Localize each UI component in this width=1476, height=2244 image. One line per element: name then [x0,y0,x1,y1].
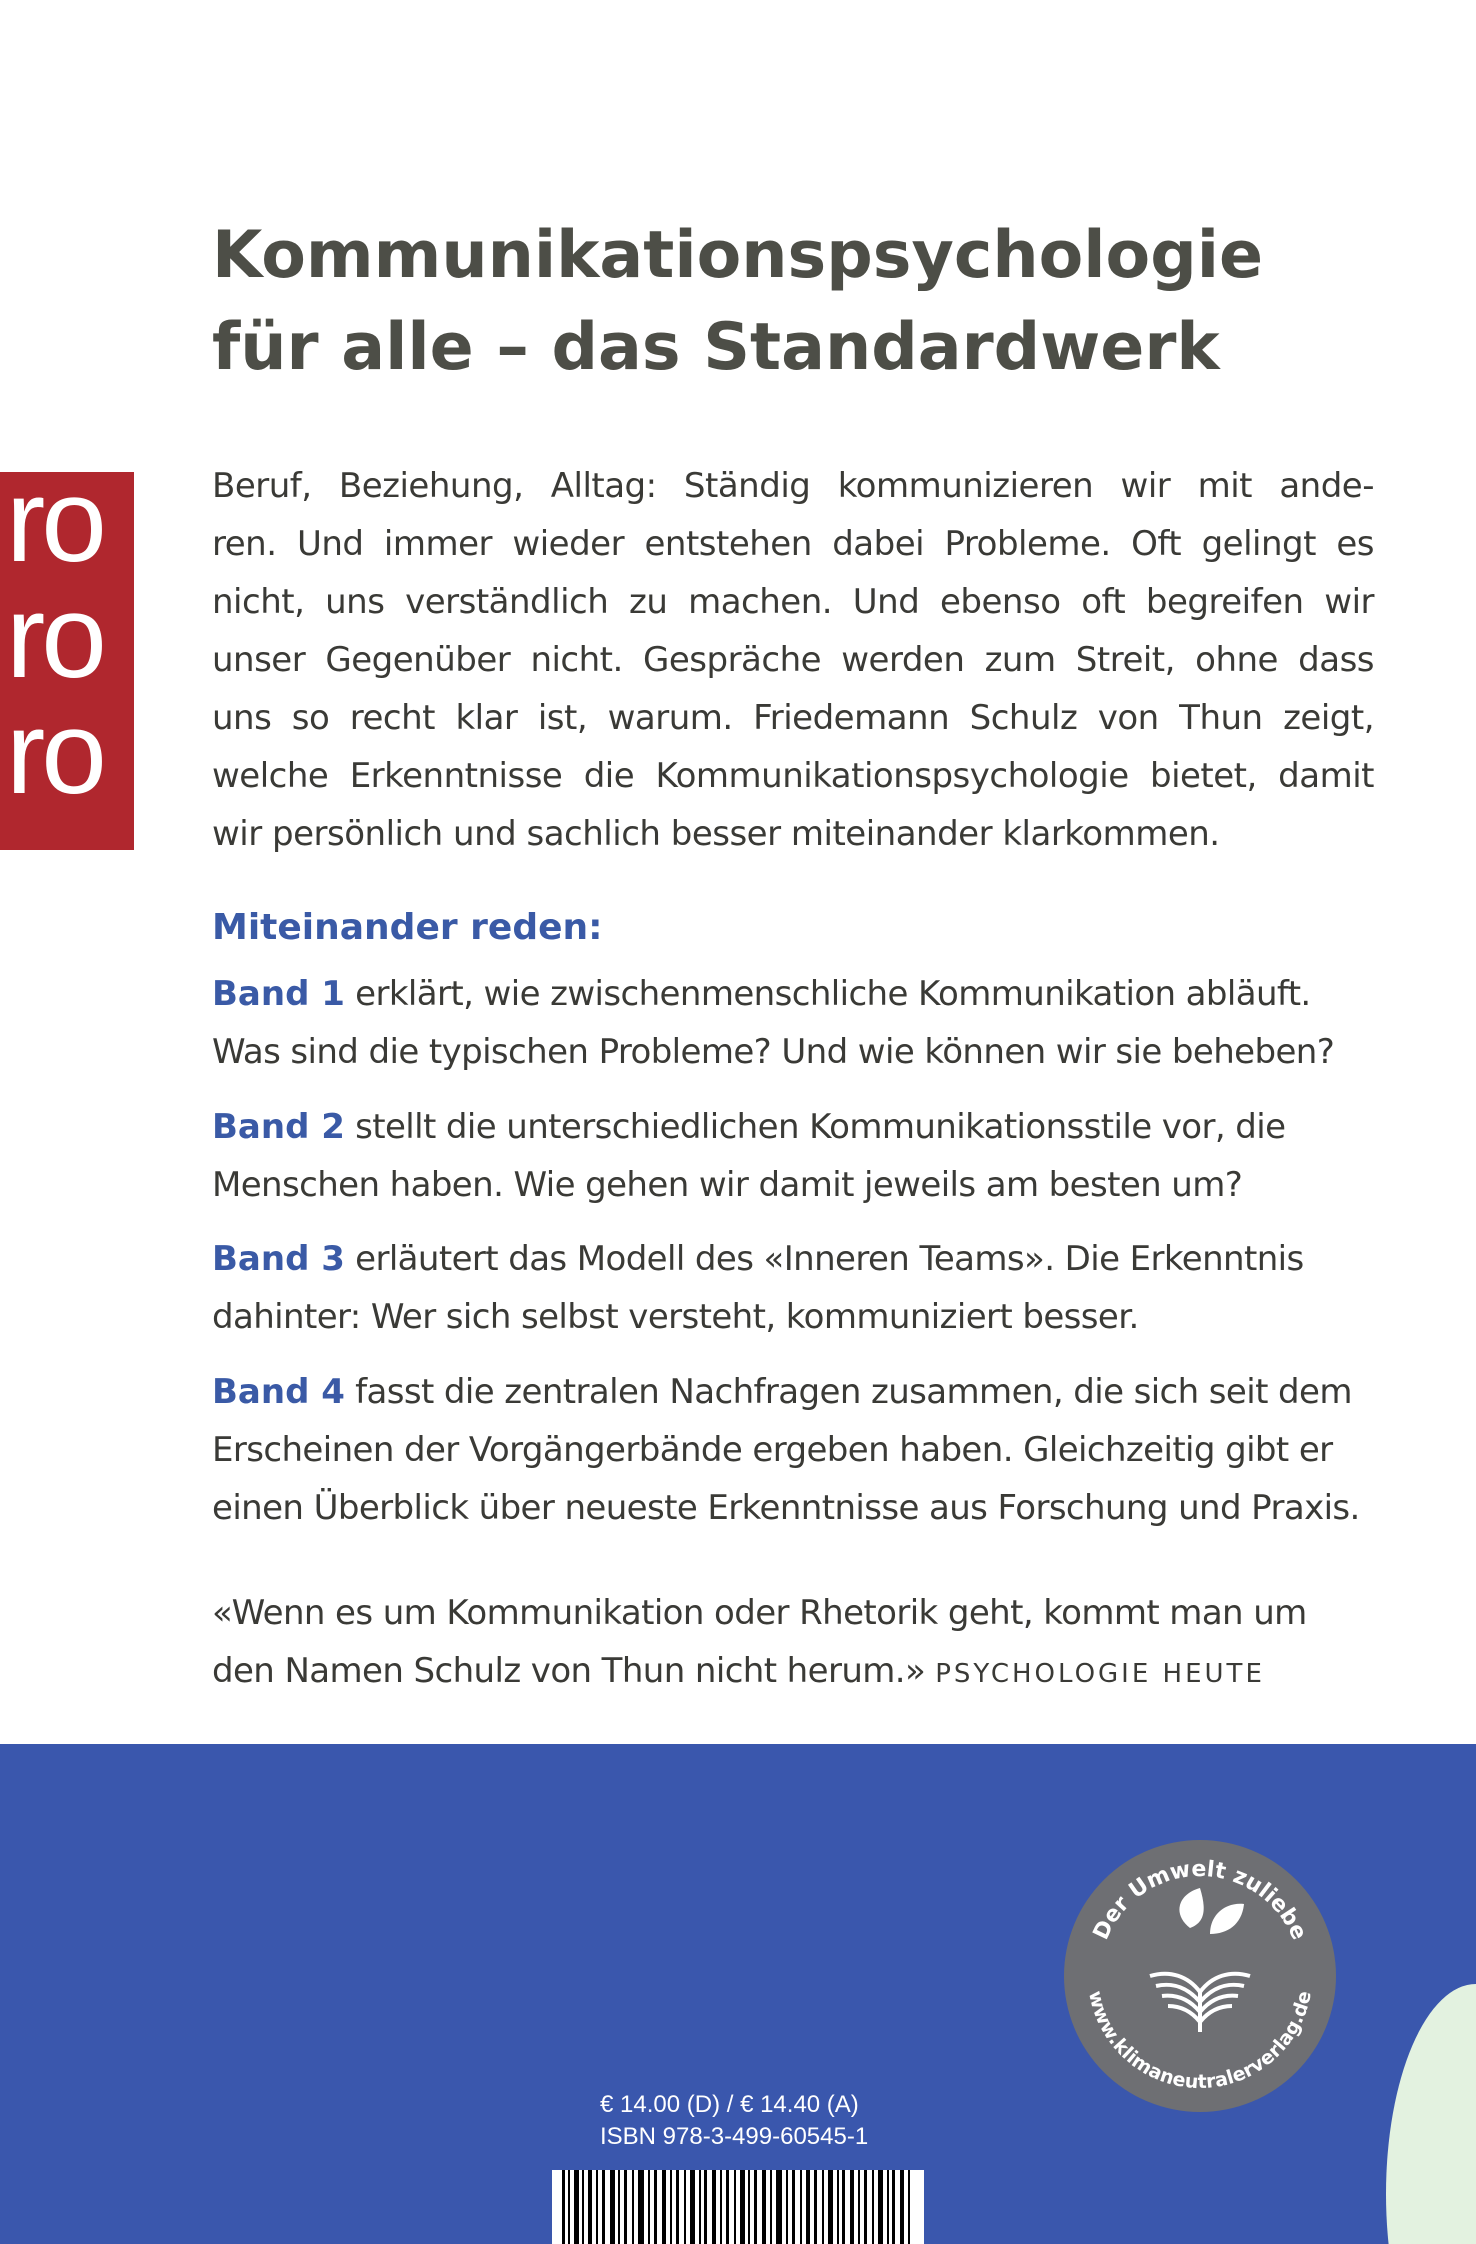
band-1-description [212,965,1392,1081]
band-4-description [212,1363,1392,1537]
section-title: Miteinander reden: [212,907,603,948]
seal-bottom-text: www.klimaneutralerverlag.de [1084,1988,1316,2094]
band-text: erklärt, wie zwischenmenschliche Kommunikation abläuft. [355,974,1311,1014]
barcode-bars [552,2170,924,2244]
headline [212,210,1362,394]
review-quote [212,1584,1412,1703]
climate-seal [1060,1836,1340,2116]
band-label: Band 2 [212,1107,345,1147]
isbn-label: ISBN 978-3-499-60545-1 [600,2123,869,2150]
band-label: Band 3 [212,1239,345,1279]
bottom-band [0,1744,1476,2244]
quote-source: PSYCHOLOGIE HEUTE [935,1659,1265,1689]
decorative-swoosh [1386,1984,1476,2244]
intro-line: unser Gegenüber nicht. Gespräche werden zum Streit, ohne dass [212,640,1374,680]
band-3-description [212,1230,1392,1346]
intro-line: nicht, uns verständlich zu machen. Und ebenso oft begreifen wir [212,582,1374,622]
band-text: erläutert das Modell des «Inneren Teams». Die Erkenntnis [355,1239,1304,1279]
band-text: dahinter: Wer sich selbst versteht, kommuniziert besser. [212,1297,1139,1337]
band-2-description [212,1098,1392,1214]
logo-line-2: ro [6,571,103,703]
intro-line: Beruf, Beziehung, Alltag: Ständig kommunizieren wir mit ande- [212,466,1374,506]
price-label: € 14.00 (D) / € 14.40 (A) [600,2091,859,2118]
intro-line: ren. Und immer wieder entstehen dabei Probleme. Oft gelingt es [212,524,1374,564]
intro-line: welche Erkenntnisse die Kommunikationspsychologie bietet, damit [212,756,1374,796]
logo-line-3: ro [6,687,103,819]
seal-graphic [1060,1836,1340,2116]
band-text: Menschen haben. Wie gehen wir damit jeweils am besten um? [212,1165,1243,1205]
barcode [552,2170,924,2244]
quote-line-2: den Namen Schulz von Thun nicht herum.» [212,1651,926,1691]
band-text: Was sind die typischen Probleme? Und wie können wir sie beheben? [212,1032,1335,1072]
intro-line: uns so recht klar ist, warum. Friedemann Schulz von Thun zeigt, [212,698,1374,738]
logo-line-1: ro [6,472,103,587]
band-label: Band 1 [212,974,345,1014]
band-text: Erscheinen der Vorgängerbände ergeben haben. Gleichzeitig gibt er [212,1430,1333,1470]
band-label: Band 4 [212,1372,345,1412]
intro-line: wir persönlich und sachlich besser miteinander klarkommen. [212,814,1220,854]
band-text: einen Überblick über neueste Erkenntnisse aus Forschung und Praxis. [212,1488,1360,1528]
quote-line-1: «Wenn es um Kommunikation oder Rhetorik geht, kommt man um [212,1593,1307,1633]
band-text: fasst die zentralen Nachfragen zusammen, die sich seit dem [355,1372,1352,1412]
band-text: stellt die unterschiedlichen Kommunikationsstile vor, die [355,1107,1286,1147]
intro-paragraph [212,457,1374,863]
headline-line-2: für alle – das Standardwerk [212,310,1220,385]
headline-line-1: Kommunikationspsychologie [212,218,1264,293]
rororo-logo [0,472,134,850]
seal-top-text: Der Umwelt zuliebe [1088,1856,1312,1944]
